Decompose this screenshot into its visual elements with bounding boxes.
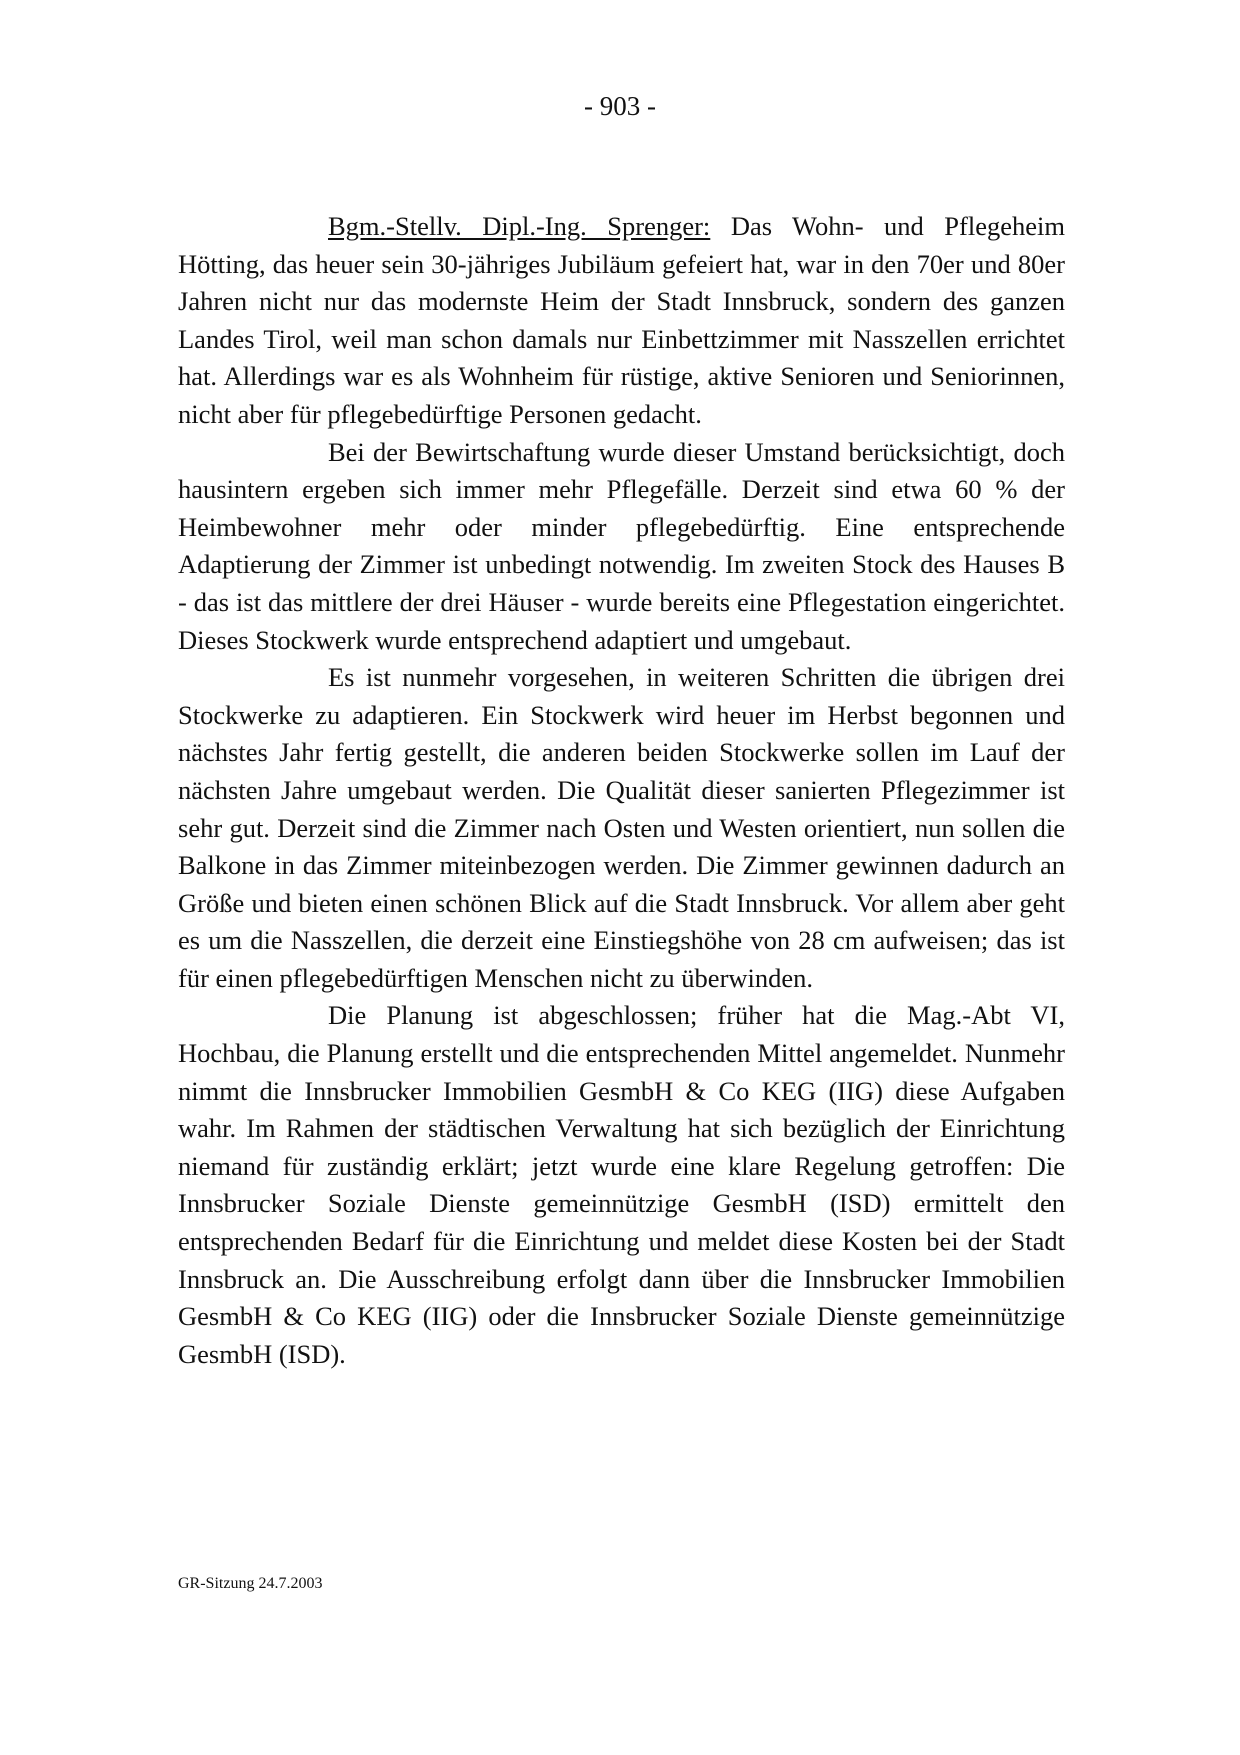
document-body: [178, 208, 1065, 1373]
paragraph-1: [178, 208, 1065, 434]
paragraph-3: Es ist nunmehr vorgesehen, in weiteren Schritten die übrigen drei Stockwerke zu adaptieren. Ein Stockwerk wird heuer im Herbst begonnen und nächstes Jahr fertig gestellt, die anderen beiden Stockwerke sollen im Lauf der nächsten Jahre umgebaut werden. Die Qualität dieser sanierten Pflegezimmer ist sehr gut. Derzeit sind die Zimmer nach Osten und Westen orientiert, nun sollen die Balkone in das Zimmer miteinbezogen werden. Die Zimmer gewinnen dadurch an Größe und bieten einen schönen Blick auf die Stadt Innsbruck. Vor allem aber geht es um die Nasszellen, die derzeit eine Einstiegshöhe von 28 cm aufweisen; das ist für einen pflegebedürftigen Menschen nicht zu überwinden.: [178, 662, 1065, 993]
page-number: - 903 -: [584, 91, 656, 121]
paragraph-4: Die Planung ist abgeschlossen; früher hat die Mag.-Abt VI, Hochbau, die Planung erstellt und die entsprechenden Mittel angemeldet. Nunmehr nimmt die Innsbrucker Immobilien GesmbH & Co KEG (IIG) diese Aufgaben wahr. Im Rahmen der städtischen Verwaltung hat sich bezüglich der Einrichtung niemand für zuständig erklärt; jetzt wurde eine klare Regelung getroffen: Die Innsbrucker Soziale Dienste gemeinnützige GesmbH (ISD) ermittelt den entsprechenden Bedarf für die Einrichtung und meldet diese Kosten bei der Stadt Innsbruck an. Die Ausschreibung erfolgt dann über die Innsbrucker Immobilien GesmbH & Co KEG (IIG) oder die Innsbrucker Soziale Dienste gemeinnützige GesmbH (ISD).: [178, 1000, 1065, 1369]
footer-session-date: GR-Sitzung 24.7.2003: [178, 1575, 323, 1592]
paragraph-2: Bei der Bewirtschaftung wurde dieser Umstand berücksichtigt, doch hausintern ergeben sich immer mehr Pflegefälle. Derzeit sind etwa 60 % der Heimbewohner mehr oder minder pflegebedürftig. Eine entsprechende Adaptierung der Zimmer ist unbedingt notwendig. Im zweiten Stock des Hauses B - das ist das mittlere der drei Häuser - wurde bereits eine Pflegestation eingerichtet. Dieses Stockwerk wurde entsprechend adaptiert und umgebaut.: [178, 436, 1065, 655]
paragraph-1-text: Das Wohn- und Pflegeheim Hötting, das heuer sein 30-jähriges Jubiläum gefeiert hat, war in den 70er und 80er Jahren nicht nur das modernste Heim der Stadt Innsbruck, sondern des ganzen Landes Tirol, weil man schon damals nur Einbettzimmer mit Nasszellen errichtet hat. Allerdings war es als Wohnheim für rüstige, aktive Senioren und Seniorinnen, nicht aber für pflegebedürftige Personen gedacht.: [178, 211, 1065, 429]
speaker-name: Bgm.-Stellv. Dipl.-Ing. Sprenger:: [328, 211, 711, 241]
